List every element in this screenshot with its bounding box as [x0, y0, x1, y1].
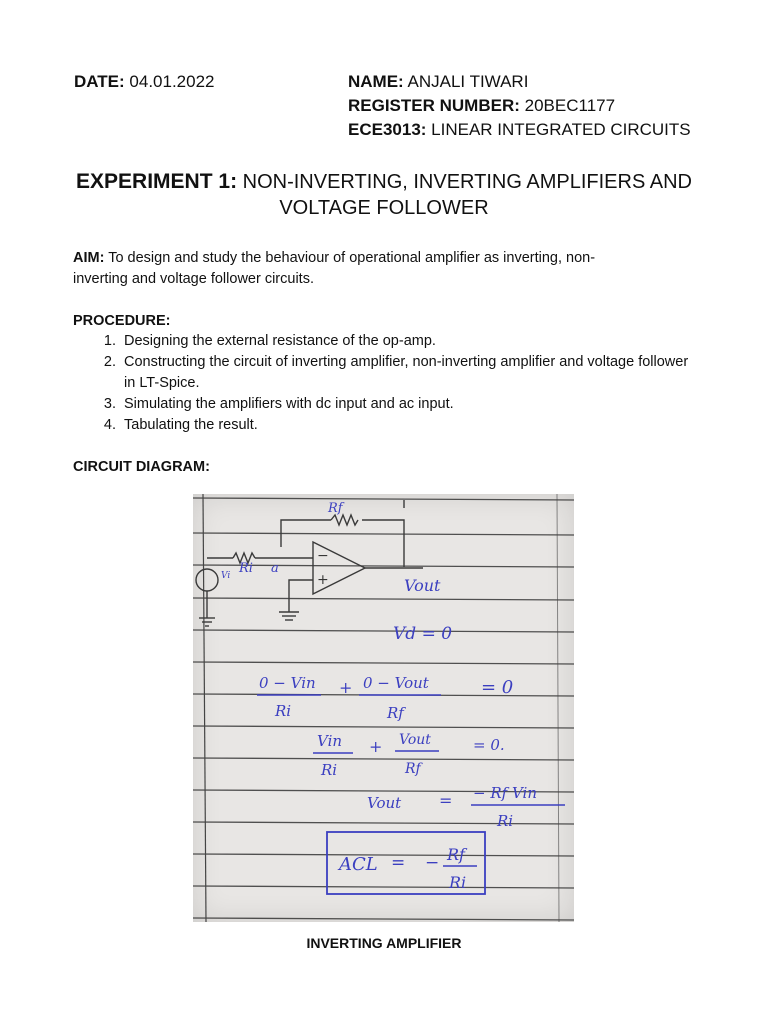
- name-value: ANJALI TIWARI: [407, 72, 529, 91]
- eq4-lhs: Vout: [367, 794, 402, 812]
- eq5-minus: −: [425, 853, 440, 873]
- eq2-rhs: = 0: [481, 677, 514, 698]
- name-label: NAME:: [348, 72, 404, 91]
- eq2-num2: 0 − Vout: [363, 674, 429, 692]
- circuit-labels: [221, 501, 441, 595]
- margin-line-right: [557, 494, 559, 922]
- circuit-section: [73, 457, 210, 478]
- date-value: 04.01.2022: [129, 72, 215, 91]
- experiment-title-line2: VOLTAGE FOLLOWER: [279, 197, 489, 219]
- procedure-section: [73, 311, 703, 332]
- experiment-title-line1: NON-INVERTING, INVERTING AMPLIFIERS AND: [242, 171, 692, 193]
- name-line: [348, 71, 528, 93]
- eq5-num: Rf: [447, 845, 465, 864]
- procedure-list: [73, 331, 693, 436]
- register-label: REGISTER NUMBER:: [348, 96, 520, 115]
- procedure-step: 3. Simulating the amplifiers with dc input and ac input.: [120, 394, 693, 415]
- eq2-plus: +: [339, 678, 353, 697]
- course-value: LINEAR INTEGRATED CIRCUITS: [431, 120, 691, 139]
- experiment-number: EXPERIMENT 1:: [76, 170, 238, 193]
- vi-label: Vi: [221, 571, 231, 581]
- register-line: [348, 95, 615, 117]
- experiment-title: [40, 169, 728, 221]
- procedure-step: 4. Tabulating the result.: [120, 415, 693, 436]
- eq2-den2: Rf: [387, 704, 404, 722]
- course-label: ECE3013:: [348, 120, 427, 139]
- eq3-num1: Vin: [317, 732, 343, 750]
- circuit-schematic: [196, 500, 423, 626]
- eq2-num1: 0 − Vin: [259, 674, 316, 692]
- eq4-num: − Rf Vin: [473, 784, 537, 802]
- procedure-list-wrap: [73, 331, 693, 436]
- eq3-den2: Rf: [405, 761, 421, 777]
- eq4-eq: =: [439, 791, 453, 810]
- figure-caption: INVERTING AMPLIFIER: [306, 935, 462, 951]
- procedure-step: 1. Designing the external resistance of the op-amp.: [120, 331, 693, 352]
- circuit-label: CIRCUIT DIAGRAM:: [73, 459, 210, 475]
- aim-label: AIM:: [73, 250, 105, 266]
- eq5-eq: =: [391, 853, 406, 873]
- eq4-den: Ri: [497, 812, 514, 830]
- aim-text-line1: To design and study the behaviour of operational amplifier as inverting, non-: [108, 250, 596, 266]
- rf-label: Rf: [328, 501, 343, 516]
- course-line: [348, 119, 691, 141]
- aim-text-line2: inverting and voltage follower circuits.: [73, 271, 314, 287]
- ri-label: Ri: [239, 561, 253, 576]
- eq-vd: Vd = 0: [393, 624, 453, 644]
- margin-line: [203, 494, 206, 922]
- eq5-lhs: ACL: [339, 854, 378, 875]
- eq3-num2: Vout: [399, 732, 431, 748]
- aim-section: [73, 248, 703, 290]
- eq2-den1: Ri: [275, 702, 292, 720]
- handwritten-circuit-photo: [193, 494, 574, 922]
- node-a-label: a: [271, 561, 279, 576]
- eq3-plus: +: [369, 737, 383, 756]
- date-label: DATE:: [74, 72, 125, 91]
- eq3-rhs: = 0.: [473, 736, 505, 754]
- procedure-label: PROCEDURE:: [73, 313, 171, 329]
- minus-terminal: −: [317, 548, 329, 564]
- eq3-den1: Ri: [321, 761, 338, 779]
- vout-label: Vout: [404, 576, 441, 595]
- plus-terminal: +: [317, 572, 329, 588]
- procedure-step: 2. Constructing the circuit of inverting amplifier, non-inverting amplifier and voltage follower in LT-Spice.: [120, 352, 693, 394]
- register-value: 20BEC1177: [524, 96, 616, 115]
- date-line: [74, 71, 215, 93]
- eq5-den: Ri: [449, 873, 467, 892]
- handwritten-notes: [193, 494, 574, 922]
